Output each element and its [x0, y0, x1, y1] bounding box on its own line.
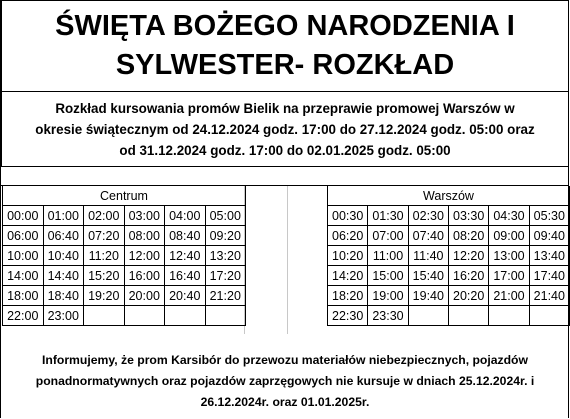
table-row: [3, 286, 245, 306]
table-row: [328, 226, 569, 246]
departure-time-cell: 22:00: [3, 306, 43, 326]
table-row: [3, 206, 245, 226]
departure-time-cell: 04:00: [165, 206, 206, 226]
departure-time-cell: [205, 306, 245, 326]
schedule-description: Rozkład kursowania promów Bielik na przeprawie promowej Warszów w okresie świątecznym od 24.12.2024 godz. 17:00 do 27.12.2024 godz. 05:00 oraz od 31.12.2024 godz. 17:00 do 02.01.2025 godz. 05:00: [35, 100, 535, 158]
departure-time-cell: 01:00: [43, 206, 84, 226]
departure-time-cell: 05:30: [529, 206, 569, 226]
departure-time-cell: 00:30: [328, 206, 368, 226]
departure-time-cell: 03:00: [124, 206, 165, 226]
departure-time-cell: 22:30: [328, 306, 368, 326]
centrum-times-table: [3, 206, 245, 326]
blank-row: [1, 166, 569, 186]
departure-time-cell: 16:00: [124, 266, 165, 286]
departure-time-cell: 08:20: [448, 226, 488, 246]
departure-time-cell: 13:00: [489, 246, 529, 266]
departure-time-cell: [124, 306, 165, 326]
departure-time-cell: 14:20: [328, 266, 368, 286]
departure-time-cell: 06:40: [43, 226, 84, 246]
warszow-timetable: [327, 186, 570, 326]
page-title: ŚWIĘTA BOŻEGO NARODZENIA I SYLWESTER- ROZKŁAD: [55, 10, 515, 81]
warszow-times-table: [328, 206, 569, 326]
table-row: [328, 286, 569, 306]
table-row: [3, 266, 245, 286]
departure-time-cell: 14:00: [3, 266, 43, 286]
departure-time-cell: 15:00: [368, 266, 408, 286]
departure-time-cell: 16:20: [448, 266, 488, 286]
table-row: [3, 246, 245, 266]
departure-time-cell: 17:00: [489, 266, 529, 286]
departure-time-cell: 23:00: [43, 306, 84, 326]
departure-time-cell: 11:00: [368, 246, 408, 266]
departure-time-cell: 03:30: [448, 206, 488, 226]
departure-time-cell: 09:00: [489, 226, 529, 246]
departure-time-cell: 21:00: [489, 286, 529, 306]
departure-time-cell: 15:40: [408, 266, 448, 286]
departure-time-cell: 21:40: [529, 286, 569, 306]
departure-time-cell: 00:00: [3, 206, 43, 226]
departure-time-cell: 20:00: [124, 286, 165, 306]
departure-time-cell: 10:40: [43, 246, 84, 266]
departure-time-cell: 05:00: [205, 206, 245, 226]
departure-time-cell: [529, 306, 569, 326]
departure-time-cell: 09:20: [205, 226, 245, 246]
departure-time-cell: 08:00: [124, 226, 165, 246]
centrum-timetable: [2, 186, 246, 326]
departure-time-cell: 10:00: [3, 246, 43, 266]
departure-time-cell: 11:20: [84, 246, 125, 266]
centrum-heading: Centrum: [3, 186, 245, 206]
departure-time-cell: [408, 306, 448, 326]
departure-time-cell: 21:20: [205, 286, 245, 306]
departure-time-cell: 07:20: [84, 226, 125, 246]
departure-time-cell: 20:40: [165, 286, 206, 306]
departure-time-cell: 18:20: [328, 286, 368, 306]
departure-time-cell: 16:40: [165, 266, 206, 286]
departure-time-cell: 13:20: [205, 246, 245, 266]
notice-text: Informujemy, że prom Karsibór do przewozu materiałów niebezpiecznych, pojazdów ponadnormatywnych oraz pojazdów zaprzęgowych nie kursuje w dniach 25.12.2024r. i 26.12.2024r. oraz 01.01.2025r.: [35, 353, 535, 409]
departure-time-cell: 02:00: [84, 206, 125, 226]
departure-time-cell: 17:40: [529, 266, 569, 286]
table-row: [328, 246, 569, 266]
departure-time-cell: 13:40: [529, 246, 569, 266]
departure-time-cell: 19:40: [408, 286, 448, 306]
departure-time-cell: 08:40: [165, 226, 206, 246]
departure-time-cell: 18:00: [3, 286, 43, 306]
departure-time-cell: 12:40: [165, 246, 206, 266]
departure-time-cell: 12:00: [124, 246, 165, 266]
departure-time-cell: [489, 306, 529, 326]
departure-time-cell: 11:40: [408, 246, 448, 266]
departure-time-cell: [165, 306, 206, 326]
departure-time-cell: 07:00: [368, 226, 408, 246]
departure-time-cell: 02:30: [408, 206, 448, 226]
departure-time-cell: 04:30: [489, 206, 529, 226]
table-row: [328, 206, 569, 226]
departure-time-cell: 07:40: [408, 226, 448, 246]
departure-time-cell: [84, 306, 125, 326]
departure-time-cell: 14:40: [43, 266, 84, 286]
departure-time-cell: [448, 306, 488, 326]
departure-time-cell: 15:20: [84, 266, 125, 286]
warszow-heading: Warszów: [328, 186, 569, 206]
table-row: [3, 306, 245, 326]
departure-time-cell: 18:40: [43, 286, 84, 306]
empty-column-divider: [287, 186, 288, 334]
departure-time-cell: 09:40: [529, 226, 569, 246]
departure-time-cell: 20:20: [448, 286, 488, 306]
departure-time-cell: 19:20: [84, 286, 125, 306]
departure-time-cell: 06:00: [3, 226, 43, 246]
departure-time-cell: 23:30: [368, 306, 408, 326]
departure-time-cell: 19:00: [368, 286, 408, 306]
table-row: [328, 266, 569, 286]
table-row: [328, 306, 569, 326]
departure-time-cell: 12:20: [448, 246, 488, 266]
title-cell: [1, 0, 569, 92]
departure-time-cell: 17:20: [205, 266, 245, 286]
description-cell: [1, 91, 569, 167]
departure-time-cell: 10:20: [328, 246, 368, 266]
departure-time-cell: 06:20: [328, 226, 368, 246]
notice-cell: [1, 345, 569, 418]
table-row: [3, 226, 245, 246]
departure-time-cell: 01:30: [368, 206, 408, 226]
